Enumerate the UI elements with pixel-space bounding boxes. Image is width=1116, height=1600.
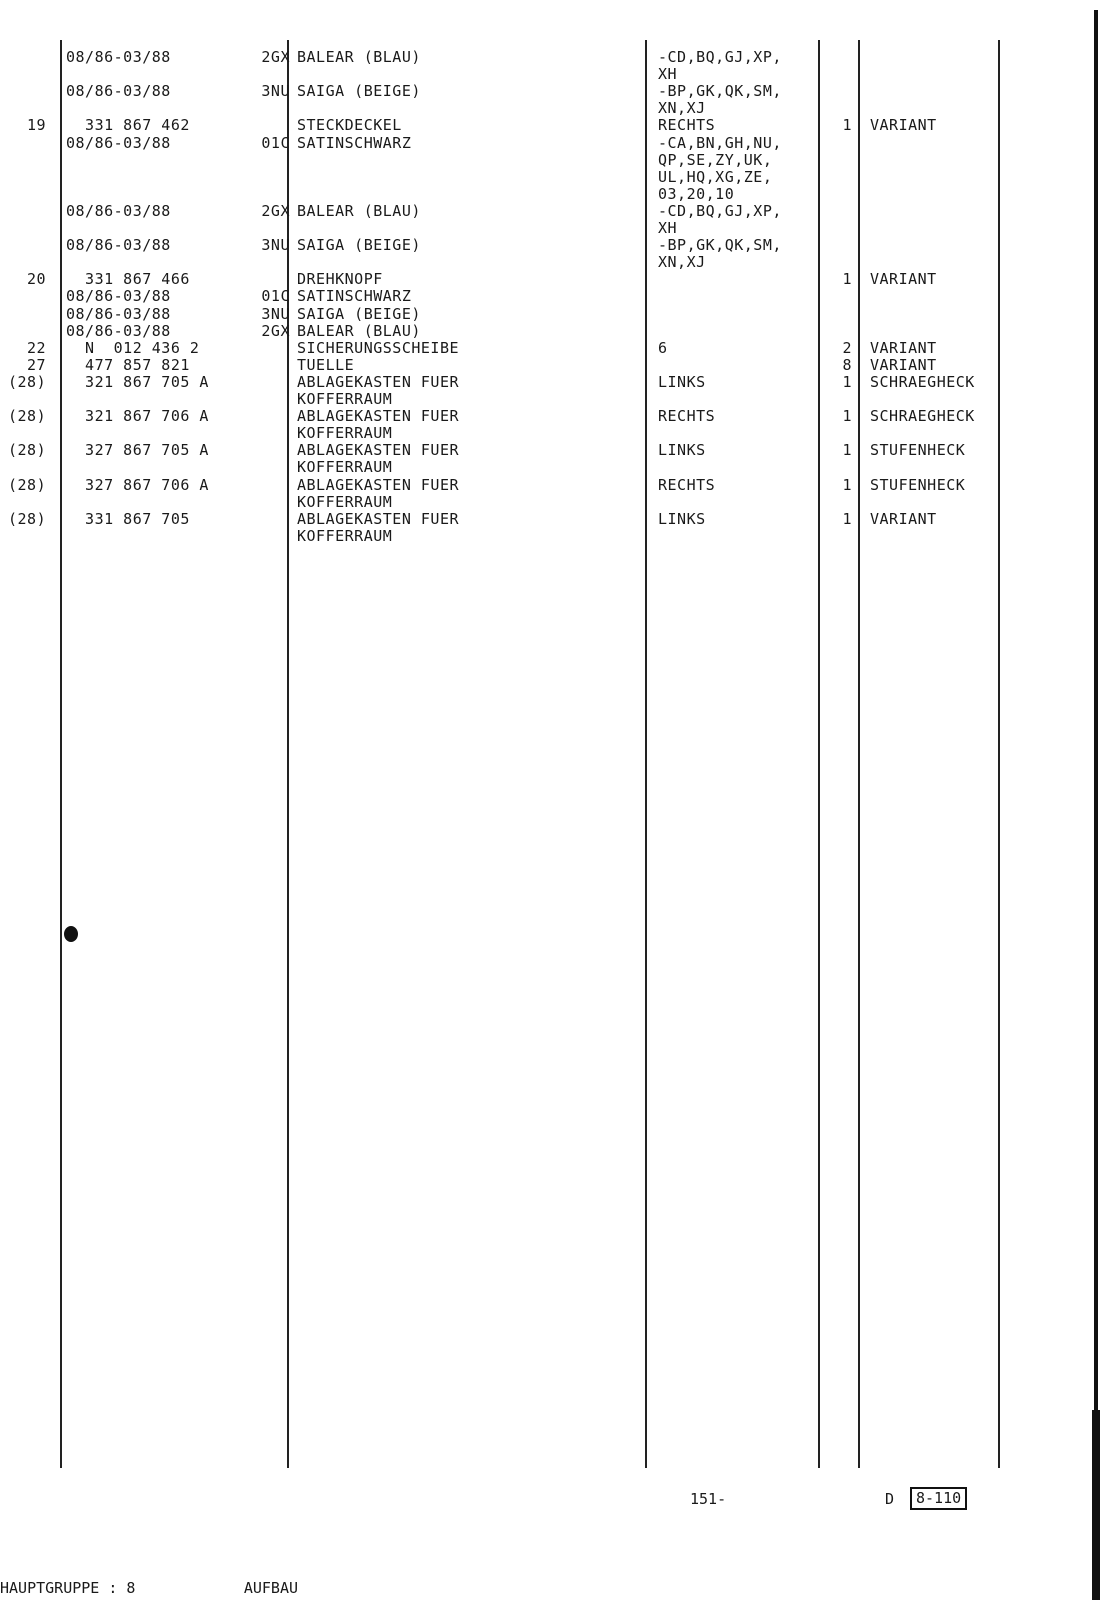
main-group-line [0, 1580, 298, 1597]
row-quantity: 1 [842, 510, 852, 528]
row-position: 20 [26, 270, 46, 288]
row-description: ABLAGEKASTEN FUER [297, 510, 460, 528]
section-box: 8-110 [910, 1487, 967, 1510]
row-part-number: 477 857 821 [66, 356, 190, 374]
main-group-label: HAUPTGRUPPE : 8 [0, 1579, 136, 1597]
row-model: STUFENHECK [870, 441, 966, 459]
row-remark: 6 [658, 339, 668, 357]
row-color-code: 01C [261, 134, 290, 152]
row-description: BALEAR (BLAU) [297, 202, 421, 220]
row-description: STECKDECKEL [297, 116, 402, 134]
row-description: ABLAGEKASTEN FUER [297, 373, 460, 391]
row-remark: QP,SE,ZY,UK, [658, 151, 773, 169]
row-part-number: 331 867 462 [66, 116, 190, 134]
row-model: STUFENHECK [870, 476, 966, 494]
row-remark: LINKS [658, 441, 706, 459]
page-number: 151- [690, 1490, 727, 1508]
sheet-edge-heavy [1092, 1410, 1100, 1600]
row-description: SICHERUNGSSCHEIBE [297, 339, 460, 357]
row-part-number: 08/86-03/88 [66, 48, 171, 66]
row-model: VARIANT [870, 270, 937, 288]
row-description: SAIGA (BEIGE) [297, 82, 421, 100]
row-quantity: 1 [842, 373, 852, 391]
row-description: KOFFERRAUM [297, 424, 393, 442]
row-description: KOFFERRAUM [297, 493, 393, 511]
row-model: SCHRAEGHECK [870, 373, 975, 391]
row-description: SATINSCHWARZ [297, 134, 412, 152]
row-part-number: 08/86-03/88 [66, 202, 171, 220]
row-part-number: N 012 436 2 [66, 339, 200, 357]
language-code: D [885, 1490, 895, 1508]
row-color-code: 2GX [261, 48, 290, 66]
row-position: 19 [26, 116, 46, 134]
row-position: 27 [26, 356, 46, 374]
row-color-code: 3NU [261, 305, 290, 323]
row-color-code: 2GX [261, 202, 290, 220]
row-color-code: 2GX [261, 322, 290, 340]
row-part-number: 321 867 705 A [66, 373, 209, 391]
row-model: VARIANT [870, 356, 937, 374]
row-remark: UL,HQ,XG,ZE, [658, 168, 773, 186]
row-part-number: 331 867 466 [66, 270, 190, 288]
column-rule [287, 40, 289, 1468]
row-model: VARIANT [870, 339, 937, 357]
row-position: 22 [26, 339, 46, 357]
row-color-code: 01C [261, 287, 290, 305]
row-part-number: 08/86-03/88 [66, 322, 171, 340]
row-remark: -CA,BN,GH,NU, [658, 134, 782, 152]
row-position: (28) [8, 407, 47, 425]
row-position: (28) [8, 441, 47, 459]
row-remark: LINKS [658, 373, 706, 391]
column-rule [60, 40, 62, 1468]
column-rule [858, 40, 860, 1468]
row-part-number: 08/86-03/88 [66, 134, 171, 152]
row-description: ABLAGEKASTEN FUER [297, 476, 460, 494]
row-quantity: 1 [842, 441, 852, 459]
row-description: SATINSCHWARZ [297, 287, 412, 305]
row-description: SAIGA (BEIGE) [297, 236, 421, 254]
row-remark: XH [658, 219, 678, 237]
row-remark: XN,XJ [658, 253, 706, 271]
row-part-number: 331 867 705 [66, 510, 190, 528]
column-rule [645, 40, 647, 1468]
row-quantity: 1 [842, 407, 852, 425]
row-part-number: 08/86-03/88 [66, 236, 171, 254]
row-part-number: 327 867 705 A [66, 441, 209, 459]
row-part-number: 08/86-03/88 [66, 82, 171, 100]
row-description: SAIGA (BEIGE) [297, 305, 421, 323]
row-position: (28) [8, 510, 47, 528]
row-quantity: 1 [842, 116, 852, 134]
row-part-number: 08/86-03/88 [66, 305, 171, 323]
column-rule [818, 40, 820, 1468]
row-remark: -CD,BQ,GJ,XP, [658, 202, 782, 220]
row-part-number: 321 867 706 A [66, 407, 209, 425]
row-description: KOFFERRAUM [297, 390, 393, 408]
row-model: VARIANT [870, 510, 937, 528]
row-description: ABLAGEKASTEN FUER [297, 441, 460, 459]
row-position: (28) [8, 373, 47, 391]
row-quantity: 8 [842, 356, 852, 374]
row-color-code: 3NU [261, 236, 290, 254]
row-remark: -BP,GK,QK,SM, [658, 82, 782, 100]
row-remark: XH [658, 65, 678, 83]
row-position: (28) [8, 476, 47, 494]
row-model: SCHRAEGHECK [870, 407, 975, 425]
row-description: ABLAGEKASTEN FUER [297, 407, 460, 425]
row-part-number: 327 867 706 A [66, 476, 209, 494]
row-description: TUELLE [297, 356, 355, 374]
row-description: BALEAR (BLAU) [297, 48, 421, 66]
row-remark: LINKS [658, 510, 706, 528]
row-part-number: 08/86-03/88 [66, 287, 171, 305]
row-description: KOFFERRAUM [297, 527, 393, 545]
row-quantity: 2 [842, 339, 852, 357]
row-remark: -CD,BQ,GJ,XP, [658, 48, 782, 66]
row-remark: RECHTS [658, 407, 716, 425]
row-model: VARIANT [870, 116, 937, 134]
row-remark: RECHTS [658, 476, 716, 494]
row-remark: -BP,GK,QK,SM, [658, 236, 782, 254]
row-description: BALEAR (BLAU) [297, 322, 421, 340]
ink-blot [64, 926, 78, 942]
row-quantity: 1 [842, 270, 852, 288]
row-color-code: 3NU [261, 82, 290, 100]
row-quantity: 1 [842, 476, 852, 494]
column-rule [998, 40, 1000, 1468]
row-remark: 03,20,10 [658, 185, 735, 203]
row-description: DREHKNOPF [297, 270, 383, 288]
main-group-title: AUFBAU [243, 1579, 299, 1597]
row-remark: RECHTS [658, 116, 716, 134]
row-remark: XN,XJ [658, 99, 706, 117]
row-description: KOFFERRAUM [297, 458, 393, 476]
sheet-edge [1094, 10, 1098, 1600]
